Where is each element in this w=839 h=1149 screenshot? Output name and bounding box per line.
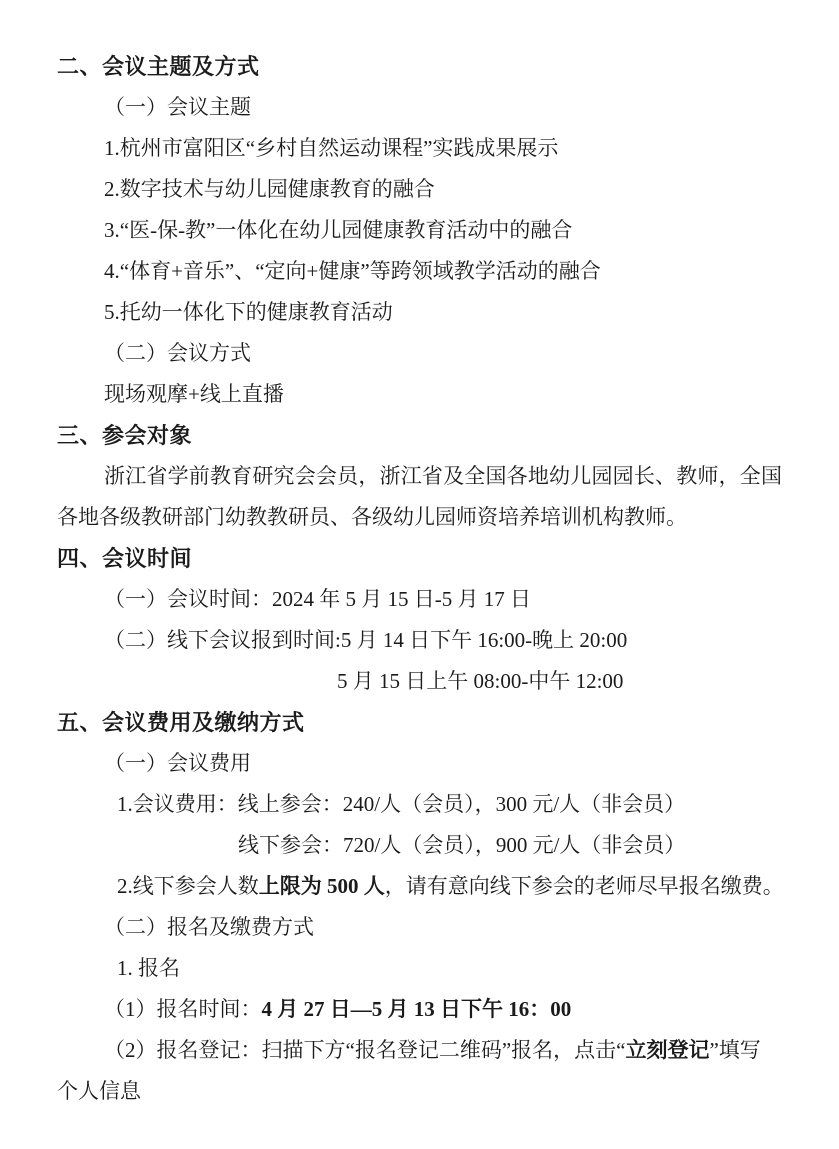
section5-fee-online: 1.会议费用：线上参会：240/人（会员），300 元/人（非会员） [117, 792, 686, 816]
registration-suffix-text: ”填写 [709, 1038, 761, 1062]
section3-paragraph-line2: 各地各级教研部门幼教教研员、各级幼儿园师资培养培训机构教师。 [57, 505, 687, 529]
section2-heading: 二、会议主题及方式 [57, 54, 260, 79]
section5-sub1: （一）会议费用 [104, 751, 251, 775]
registration-bold-text: 立刻登记 [625, 1038, 710, 1062]
section4-heading: 四、会议时间 [57, 546, 193, 571]
section3-paragraph-line1: 浙江省学前教育研究会会员，浙江省及全国各地幼儿园园长、教师，全国 [104, 464, 782, 488]
section3-heading: 三、参会对象 [57, 423, 193, 448]
section2-item1: 1.杭州市富阳区“乡村自然运动课程”实践成果展示 [104, 136, 559, 160]
section2-item3: 3.“医-保-教”一体化在幼儿园健康教育活动中的融合 [104, 218, 573, 242]
signup-time-bold-text: 4 月 27 日—5 月 13 日下午 16：00 [261, 997, 572, 1021]
limit-suffix-text: ，请有意向线下参会的老师尽早报名缴费。 [384, 874, 784, 898]
signup-time-prefix-text: （1）报名时间： [104, 997, 262, 1021]
section4-sub2: （二）线下会议报到时间:5 月 14 日下午 16:00-晚上 20:00 [104, 628, 628, 652]
section4-sub1: （一）会议时间：2024 年 5 月 15 日-5 月 17 日 [104, 587, 531, 611]
section5-enroll: 1. 报名 [117, 956, 180, 980]
section5-registration-continuation: 个人信息 [57, 1079, 141, 1103]
section5-registration-line [104, 1030, 799, 1071]
section5-limit-line [117, 866, 799, 907]
section2-item2: 2.数字技术与幼儿园健康教育的融合 [104, 177, 435, 201]
section2-item4: 4.“体育+音乐”、“定向+健康”等跨领域教学活动的融合 [104, 259, 601, 283]
section2-item5: 5.托幼一体化下的健康教育活动 [104, 300, 393, 324]
section5-heading: 五、会议费用及缴纳方式 [57, 710, 305, 735]
section2-mode: 现场观摩+线上直播 [104, 382, 284, 406]
limit-bold-text: 上限为 500 人 [258, 874, 385, 898]
section5-signup-time-line [104, 989, 799, 1030]
section5-sub2: （二）报名及缴费方式 [104, 915, 314, 939]
section4-sub2-continuation: 5 月 15 日上午 08:00-中午 12:00 [337, 669, 624, 693]
limit-prefix-text: 2.线下参会人数 [117, 874, 259, 898]
section2-sub2: （二）会议方式 [104, 341, 251, 365]
section5-fee-offline: 线下参会：720/人（会员），900 元/人（非会员） [238, 833, 686, 857]
registration-prefix-text: （2）报名登记：扫描下方“报名登记二维码”报名，点击“ [104, 1038, 626, 1062]
section2-sub1: （一）会议主题 [104, 95, 251, 119]
